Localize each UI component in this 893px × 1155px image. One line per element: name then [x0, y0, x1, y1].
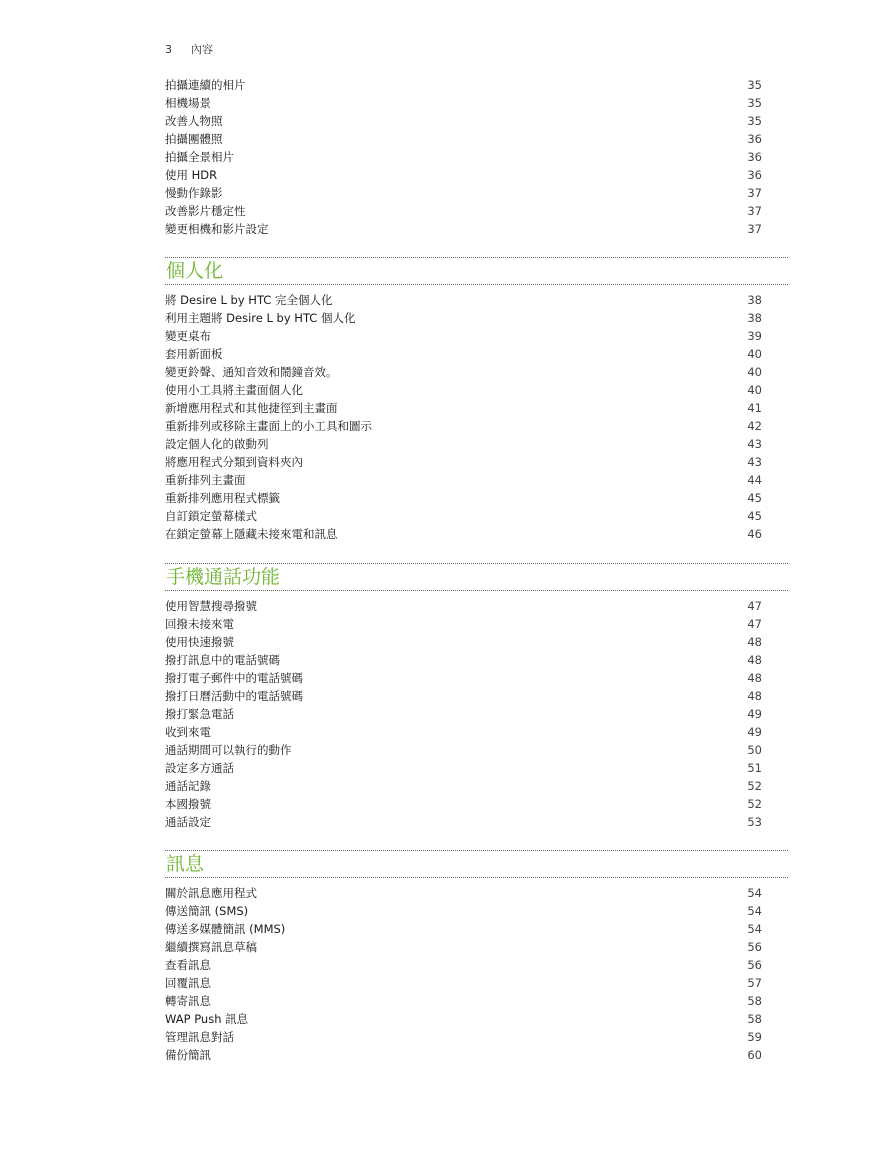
toc-entry[interactable] [165, 651, 762, 669]
toc-entry[interactable] [165, 184, 762, 202]
section-title: 訊息 [166, 853, 205, 875]
toc-entry-page: 43 [747, 455, 762, 469]
toc-entry[interactable] [165, 220, 762, 238]
section-phone-calls [165, 563, 788, 591]
toc-entry-label: 變更鈴聲、通知音效和鬧鐘音效。 [165, 365, 338, 379]
toc-entry[interactable] [165, 507, 762, 525]
toc-entry-page: 54 [747, 886, 762, 900]
toc-entry-label: 轉寄訊息 [165, 994, 211, 1008]
toc-entry[interactable] [165, 94, 762, 112]
toc-entry[interactable] [165, 597, 762, 615]
toc-entry[interactable] [165, 705, 762, 723]
toc-entry[interactable] [165, 291, 762, 309]
toc-entry-label: 重新排列應用程式標籤 [165, 491, 280, 505]
toc-entry[interactable] [165, 471, 762, 489]
toc-entry[interactable] [165, 435, 762, 453]
toc-entry-page: 57 [747, 976, 762, 990]
toc-entry[interactable] [165, 902, 762, 920]
toc-entry-label: 拍攝連續的相片 [165, 78, 246, 92]
section-divider [165, 877, 788, 878]
section-personalize [165, 257, 788, 285]
toc-entry-page: 54 [747, 904, 762, 918]
toc-entry-page: 54 [747, 922, 762, 936]
toc-entry-label: 慢動作錄影 [165, 186, 223, 200]
toc-entry[interactable] [165, 992, 762, 1010]
toc-entry[interactable] [165, 777, 762, 795]
toc-entry[interactable] [165, 399, 762, 417]
section-phone-calls-list [165, 597, 762, 831]
toc-entry-label: 使用智慧搜尋撥號 [165, 599, 257, 613]
toc-entry-label: 撥打訊息中的電話號碼 [165, 653, 280, 667]
toc-entry[interactable] [165, 1046, 762, 1064]
toc-entry-label: 使用小工具將主畫面個人化 [165, 383, 303, 397]
toc-entry[interactable] [165, 130, 762, 148]
toc-entry-label: 收到來電 [165, 725, 211, 739]
toc-entry-label: 利用主題將 Desire L by HTC 個人化 [165, 311, 356, 325]
toc-entry[interactable] [165, 166, 762, 184]
toc-entry-page: 37 [747, 204, 762, 218]
toc-entry-label: 自訂鎖定螢幕樣式 [165, 509, 257, 523]
toc-entry-label: 拍攝全景相片 [165, 150, 234, 164]
toc-entry-page: 36 [747, 168, 762, 182]
toc-entry-label: 變更桌布 [165, 329, 211, 343]
toc-entry[interactable] [165, 309, 762, 327]
toc-entry[interactable] [165, 489, 762, 507]
toc-entry[interactable] [165, 741, 762, 759]
toc-entry-label: 撥打日曆活動中的電話號碼 [165, 689, 303, 703]
toc-entry[interactable] [165, 633, 762, 651]
toc-entry[interactable] [165, 974, 762, 992]
toc-entry-label: 通話記錄 [165, 779, 211, 793]
toc-entry-page: 43 [747, 437, 762, 451]
toc-entry-label: 關於訊息應用程式 [165, 886, 257, 900]
toc-entry-label: 變更相機和影片設定 [165, 222, 269, 236]
toc-entry-label: 重新排列或移除主畫面上的小工具和圖示 [165, 419, 372, 433]
toc-entry[interactable] [165, 327, 762, 345]
toc-entry[interactable] [165, 525, 762, 543]
toc-entry-page: 56 [747, 958, 762, 972]
toc-entry-label: 新增應用程式和其他捷徑到主畫面 [165, 401, 338, 415]
toc-entry[interactable] [165, 363, 762, 381]
toc-entry-page: 38 [747, 311, 762, 325]
toc-entry[interactable] [165, 148, 762, 166]
toc-entry-label: 拍攝團體照 [165, 132, 223, 146]
toc-entry-page: 59 [747, 1030, 762, 1044]
toc-entry[interactable] [165, 1028, 762, 1046]
toc-entry[interactable] [165, 112, 762, 130]
toc-entry-page: 40 [747, 347, 762, 361]
toc-entry-page: 38 [747, 293, 762, 307]
toc-entry-label: 查看訊息 [165, 958, 211, 972]
toc-entry[interactable] [165, 417, 762, 435]
section-messages-list [165, 884, 762, 1064]
toc-entry[interactable] [165, 920, 762, 938]
toc-entry-page: 53 [747, 815, 762, 829]
section-personalize-list [165, 291, 762, 543]
toc-entry-page: 36 [747, 132, 762, 146]
toc-entry-page: 45 [747, 509, 762, 523]
toc-entry-page: 39 [747, 329, 762, 343]
toc-entry-label: 重新排列主畫面 [165, 473, 246, 487]
section-divider [165, 590, 788, 591]
toc-entry[interactable] [165, 723, 762, 741]
toc-entry-page: 52 [747, 797, 762, 811]
toc-entry[interactable] [165, 956, 762, 974]
toc-entry-label: 撥打電子郵件中的電話號碼 [165, 671, 303, 685]
toc-entry-label: 繼續撰寫訊息草稿 [165, 940, 257, 954]
toc-entry-page: 48 [747, 653, 762, 667]
section-title: 個人化 [166, 260, 224, 282]
toc-entry[interactable] [165, 453, 762, 471]
toc-entry-page: 47 [747, 617, 762, 631]
toc-entry[interactable] [165, 615, 762, 633]
toc-entry-label: 設定個人化的啟動列 [165, 437, 269, 451]
toc-entry-page: 35 [747, 96, 762, 110]
toc-entry-page: 56 [747, 940, 762, 954]
toc-entry-label: 相機場景 [165, 96, 211, 110]
toc-entry-page: 47 [747, 599, 762, 613]
toc-entry[interactable] [165, 345, 762, 363]
toc-entry-page: 48 [747, 635, 762, 649]
toc-entry-label: 改善人物照 [165, 114, 223, 128]
toc-entry[interactable] [165, 669, 762, 687]
toc-entry-page: 41 [747, 401, 762, 415]
toc-entry[interactable] [165, 202, 762, 220]
toc-entry-label: 設定多方通話 [165, 761, 234, 775]
toc-entry-page: 48 [747, 671, 762, 685]
toc-entry-label: 備份簡訊 [165, 1048, 211, 1062]
toc-entry-page: 45 [747, 491, 762, 505]
section-divider [165, 284, 788, 285]
page-title: 內容 [191, 43, 213, 56]
toc-entry-page: 46 [747, 527, 762, 541]
toc-entry-page: 60 [747, 1048, 762, 1062]
toc-entry-label: 在鎖定螢幕上隱藏未接來電和訊息 [165, 527, 338, 541]
toc-entry-page: 49 [747, 707, 762, 721]
toc-entry[interactable] [165, 687, 762, 705]
section-title: 手機通話功能 [166, 566, 281, 588]
toc-entry-label: 撥打緊急電話 [165, 707, 234, 721]
toc-entry-label: 將應用程式分類到資料夾內 [165, 455, 303, 469]
toc-entry-page: 40 [747, 365, 762, 379]
toc-entry[interactable] [165, 938, 762, 956]
toc-entry-page: 48 [747, 689, 762, 703]
toc-entry[interactable] [165, 813, 762, 831]
toc-entry-page: 37 [747, 222, 762, 236]
toc-entry-label: 改善影片穩定性 [165, 204, 246, 218]
toc-entry-label: 回覆訊息 [165, 976, 211, 990]
toc-entry-page: 50 [747, 743, 762, 757]
toc-entry-label: 將 Desire L by HTC 完全個人化 [165, 293, 333, 307]
toc-entry-page: 42 [747, 419, 762, 433]
toc-entry-label: 傳送多媒體簡訊 (MMS) [165, 922, 286, 936]
toc-entry-page: 36 [747, 150, 762, 164]
toc-entry-page: 58 [747, 1012, 762, 1026]
toc-entry-page: 58 [747, 994, 762, 1008]
toc-entry-page: 40 [747, 383, 762, 397]
toc-entry-page: 35 [747, 114, 762, 128]
toc-entry-page: 49 [747, 725, 762, 739]
toc-entry-page: 51 [747, 761, 762, 775]
toc-entry-label: 使用快速撥號 [165, 635, 234, 649]
toc-entry-label: 通話設定 [165, 815, 211, 829]
toc-entry-label: 套用新面板 [165, 347, 223, 361]
section-messages [165, 850, 788, 878]
toc-entry-page: 35 [747, 78, 762, 92]
toc-entry-label: 使用 HDR [165, 168, 218, 182]
toc-entry[interactable] [165, 795, 762, 813]
intro-list [165, 76, 762, 238]
toc-entry-label: WAP Push 訊息 [165, 1012, 249, 1026]
toc-entry[interactable] [165, 381, 762, 399]
toc-entry-label: 傳送簡訊 (SMS) [165, 904, 249, 918]
toc-entry-label: 本國撥號 [165, 797, 211, 811]
toc-entry-page: 44 [747, 473, 762, 487]
toc-entry[interactable] [165, 1010, 762, 1028]
toc-entry-label: 通話期間可以執行的動作 [165, 743, 292, 757]
page-number: 3 [165, 43, 172, 56]
page-header [165, 41, 213, 57]
toc-entry-label: 管理訊息對話 [165, 1030, 234, 1044]
toc-entry-page: 37 [747, 186, 762, 200]
toc-entry-page: 52 [747, 779, 762, 793]
toc-entry[interactable] [165, 884, 762, 902]
toc-entry[interactable] [165, 76, 762, 94]
toc-entry-label: 回撥未接來電 [165, 617, 234, 631]
toc-entry[interactable] [165, 759, 762, 777]
